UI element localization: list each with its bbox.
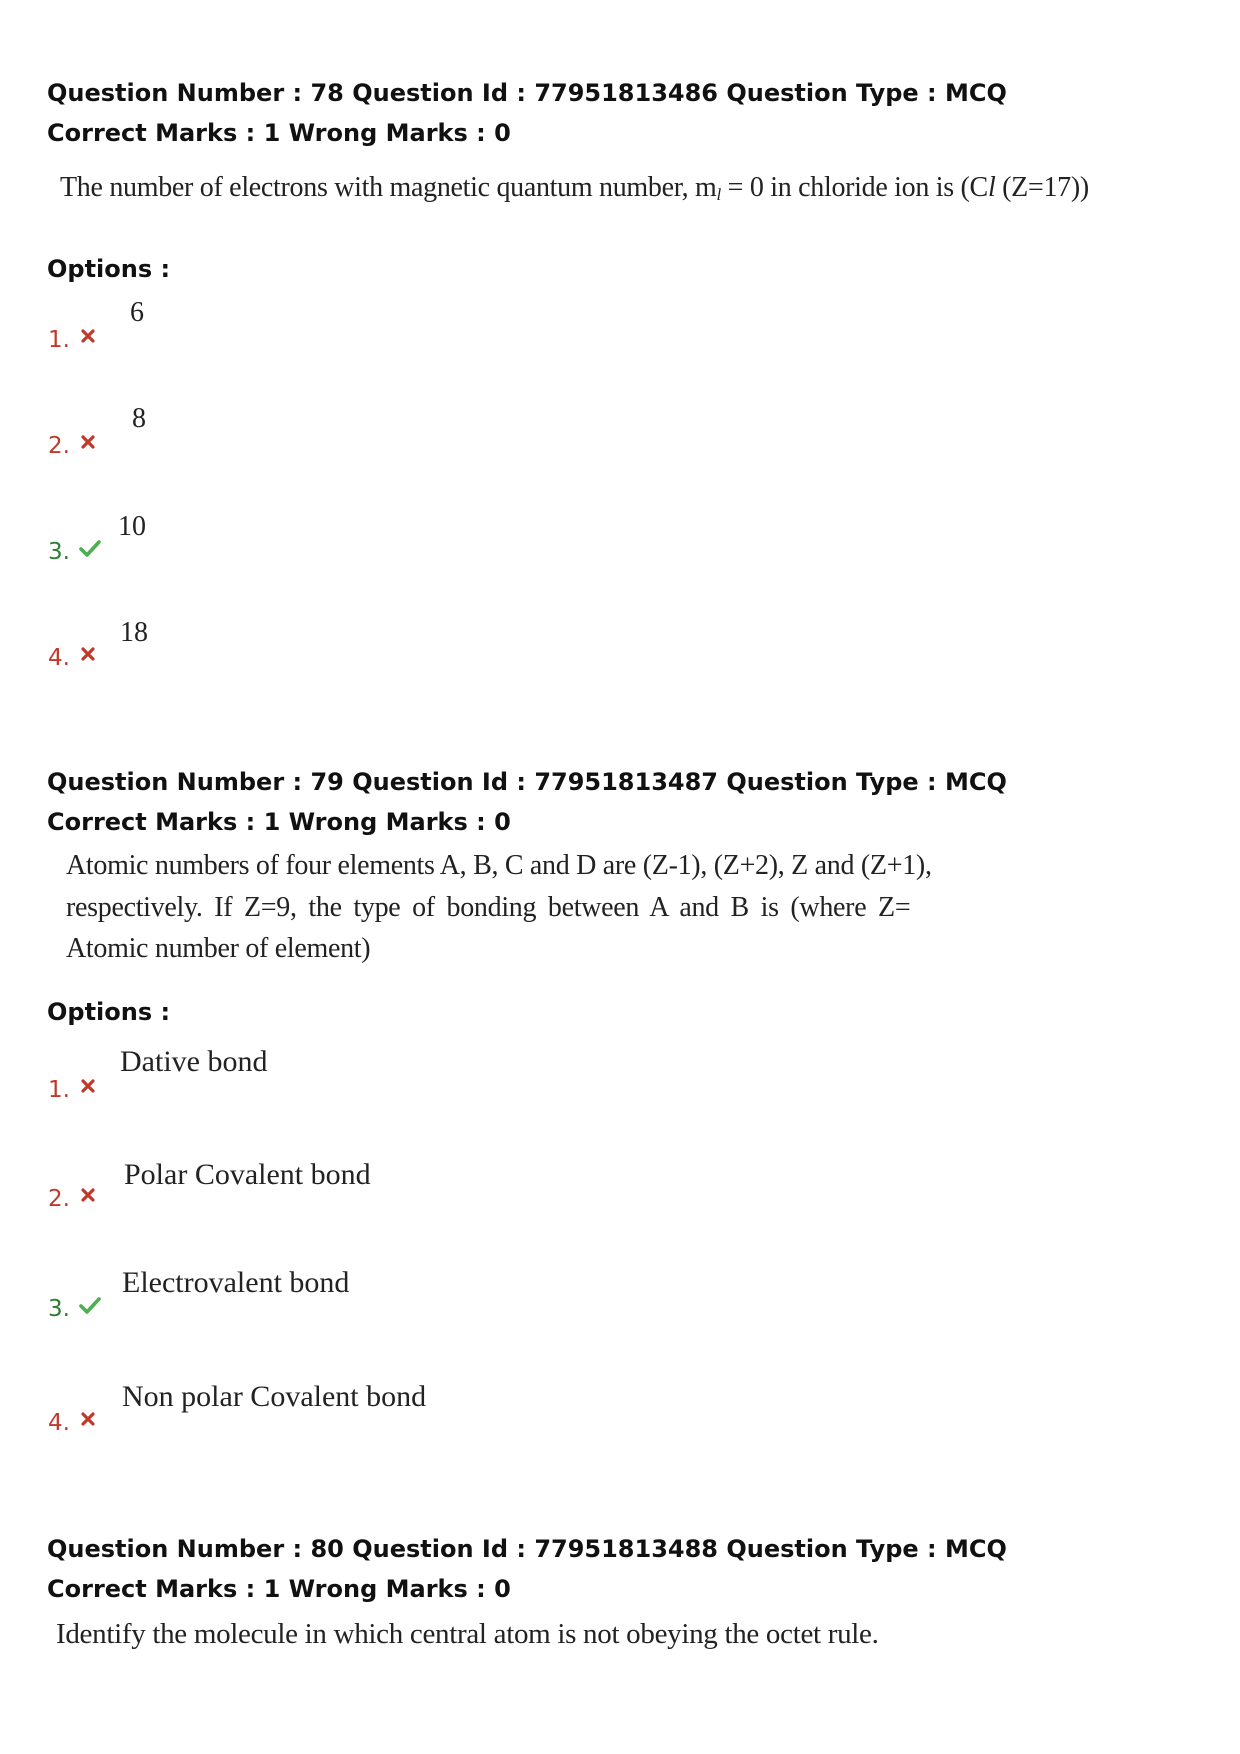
wrong-cross-icon (80, 1078, 96, 1094)
option-text: Polar Covalent bond (124, 1158, 371, 1191)
wrong-cross-icon (80, 646, 96, 662)
option-number: 4. (48, 1410, 70, 1436)
wrong-cross-icon (80, 1411, 96, 1427)
option-text: 6 (130, 297, 144, 328)
marks-line: Correct Marks : 1 Wrong Marks : 0 (47, 1575, 511, 1603)
correct-check-icon (78, 538, 102, 560)
marks-line: Correct Marks : 1 Wrong Marks : 0 (47, 808, 511, 836)
question-stem-line: respectively. If Z=9, the type of bonding between A and B is (where Z= (66, 892, 911, 923)
option-number: 2. (48, 433, 70, 459)
stem-italic: l (987, 172, 996, 203)
option-number: 1. (48, 327, 70, 353)
question-header: Question Number : 80 Question Id : 77951813488 Question Type : MCQ (47, 1535, 1007, 1563)
question-stem (60, 172, 1089, 205)
option-number: 4. (48, 645, 70, 671)
stem-text: = 0 in chloride ion is (C (720, 172, 988, 203)
option-number: 2. (48, 1186, 70, 1212)
stem-subscript: l (716, 185, 721, 204)
option-number: 3. (48, 539, 70, 565)
question-stem-line: Atomic numbers of four elements A, B, C and D are (Z-1), (Z+2), Z and (Z+1), (66, 850, 932, 881)
option-text: 10 (118, 511, 146, 542)
wrong-cross-icon (80, 1187, 96, 1203)
marks-line: Correct Marks : 1 Wrong Marks : 0 (47, 119, 511, 147)
wrong-cross-icon (80, 434, 96, 450)
stem-text: (Z=17)) (995, 172, 1089, 203)
question-stem: Identify the molecule in which central atom is not obeying the octet rule. (56, 1618, 879, 1650)
option-text: 18 (120, 617, 148, 648)
question-header: Question Number : 79 Question Id : 77951813487 Question Type : MCQ (47, 768, 1007, 796)
option-text: Dative bond (120, 1045, 268, 1078)
option-number: 3. (48, 1296, 70, 1322)
option-text: Electrovalent bond (122, 1266, 350, 1299)
question-stem-line: Atomic number of element) (66, 933, 371, 964)
question-header: Question Number : 78 Question Id : 77951813486 Question Type : MCQ (47, 79, 1007, 107)
option-text: 8 (132, 403, 146, 434)
option-text: Non polar Covalent bond (122, 1380, 427, 1413)
options-label: Options : (47, 998, 171, 1026)
stem-text: The number of electrons with magnetic quantum number, m (60, 172, 717, 203)
wrong-cross-icon (80, 328, 96, 344)
correct-check-icon (78, 1295, 102, 1317)
options-label: Options : (47, 255, 171, 283)
option-number: 1. (48, 1077, 70, 1103)
